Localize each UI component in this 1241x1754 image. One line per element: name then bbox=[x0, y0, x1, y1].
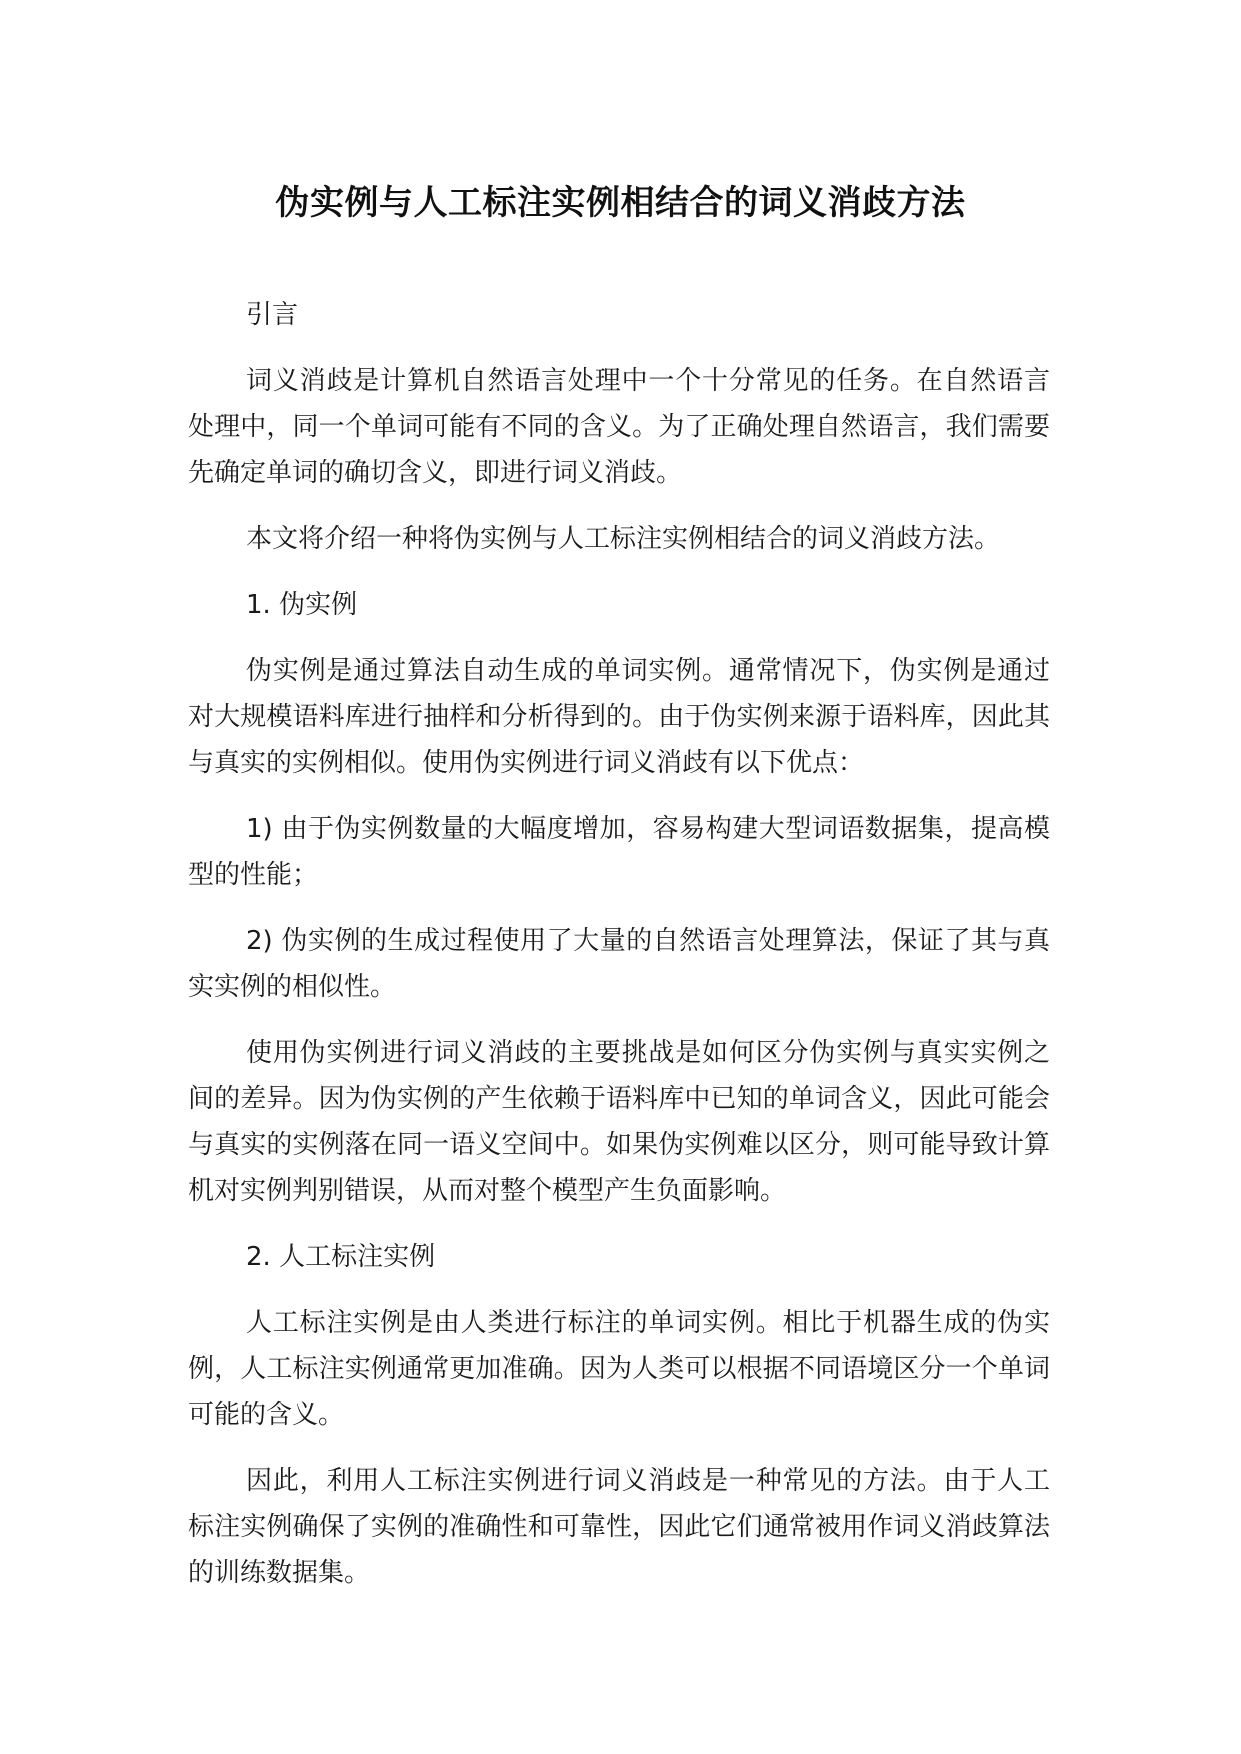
paragraph: 本文将介绍一种将伪实例与人工标注实例相结合的词义消歧方法。 bbox=[246, 524, 1001, 554]
section-heading-intro: 引言 bbox=[246, 300, 299, 330]
section-heading-pseudo-instances: 1. 伪实例 bbox=[246, 590, 358, 620]
paragraph: 人工标注实例是由人类进行标注的单词实例。相比于机器生成的伪实例，人工标注实例通常更加准确。因为人类可以根据不同语境区分一个单词可能的含义。 bbox=[188, 1308, 1050, 1430]
document-title: 伪实例与人工标注实例相结合的词义消歧方法 bbox=[275, 183, 966, 223]
paragraph: 因此，利用人工标注实例进行词义消歧是一种常见的方法。由于人工标注实例确保了实例的准确性和可靠性，因此它们通常被用作词义消歧算法的训练数据集。 bbox=[188, 1466, 1050, 1588]
document-body bbox=[188, 292, 1050, 1616]
list-item: 2) 伪实例的生成过程使用了大量的自然语言处理算法，保证了其与真实实例的相似性。 bbox=[188, 926, 1050, 1002]
paragraph: 使用伪实例进行词义消歧的主要挑战是如何区分伪实例与真实实例之间的差异。因为伪实例的产生依赖于语料库中已知的单词含义，因此可能会与真实的实例落在同一语义空间中。如果伪实例难以区分，则可能导致计算机对实例判别错误，从而对整个模型产生负面影响。 bbox=[188, 1038, 1050, 1206]
list-item: 1) 由于伪实例数量的大幅度增加，容易构建大型词语数据集，提高模型的性能； bbox=[188, 814, 1050, 890]
paragraph: 伪实例是通过算法自动生成的单词实例。通常情况下，伪实例是通过对大规模语料库进行抽样和分析得到的。由于伪实例来源于语料库，因此其与真实的实例相似。使用伪实例进行词义消歧有以下优点： bbox=[188, 656, 1050, 778]
paragraph: 词义消歧是计算机自然语言处理中一个十分常见的任务。在自然语言处理中，同一个单词可能有不同的含义。为了正确处理自然语言，我们需要先确定单词的确切含义，即进行词义消歧。 bbox=[188, 366, 1050, 488]
section-heading-annotated-instances: 2. 人工标注实例 bbox=[246, 1242, 436, 1272]
